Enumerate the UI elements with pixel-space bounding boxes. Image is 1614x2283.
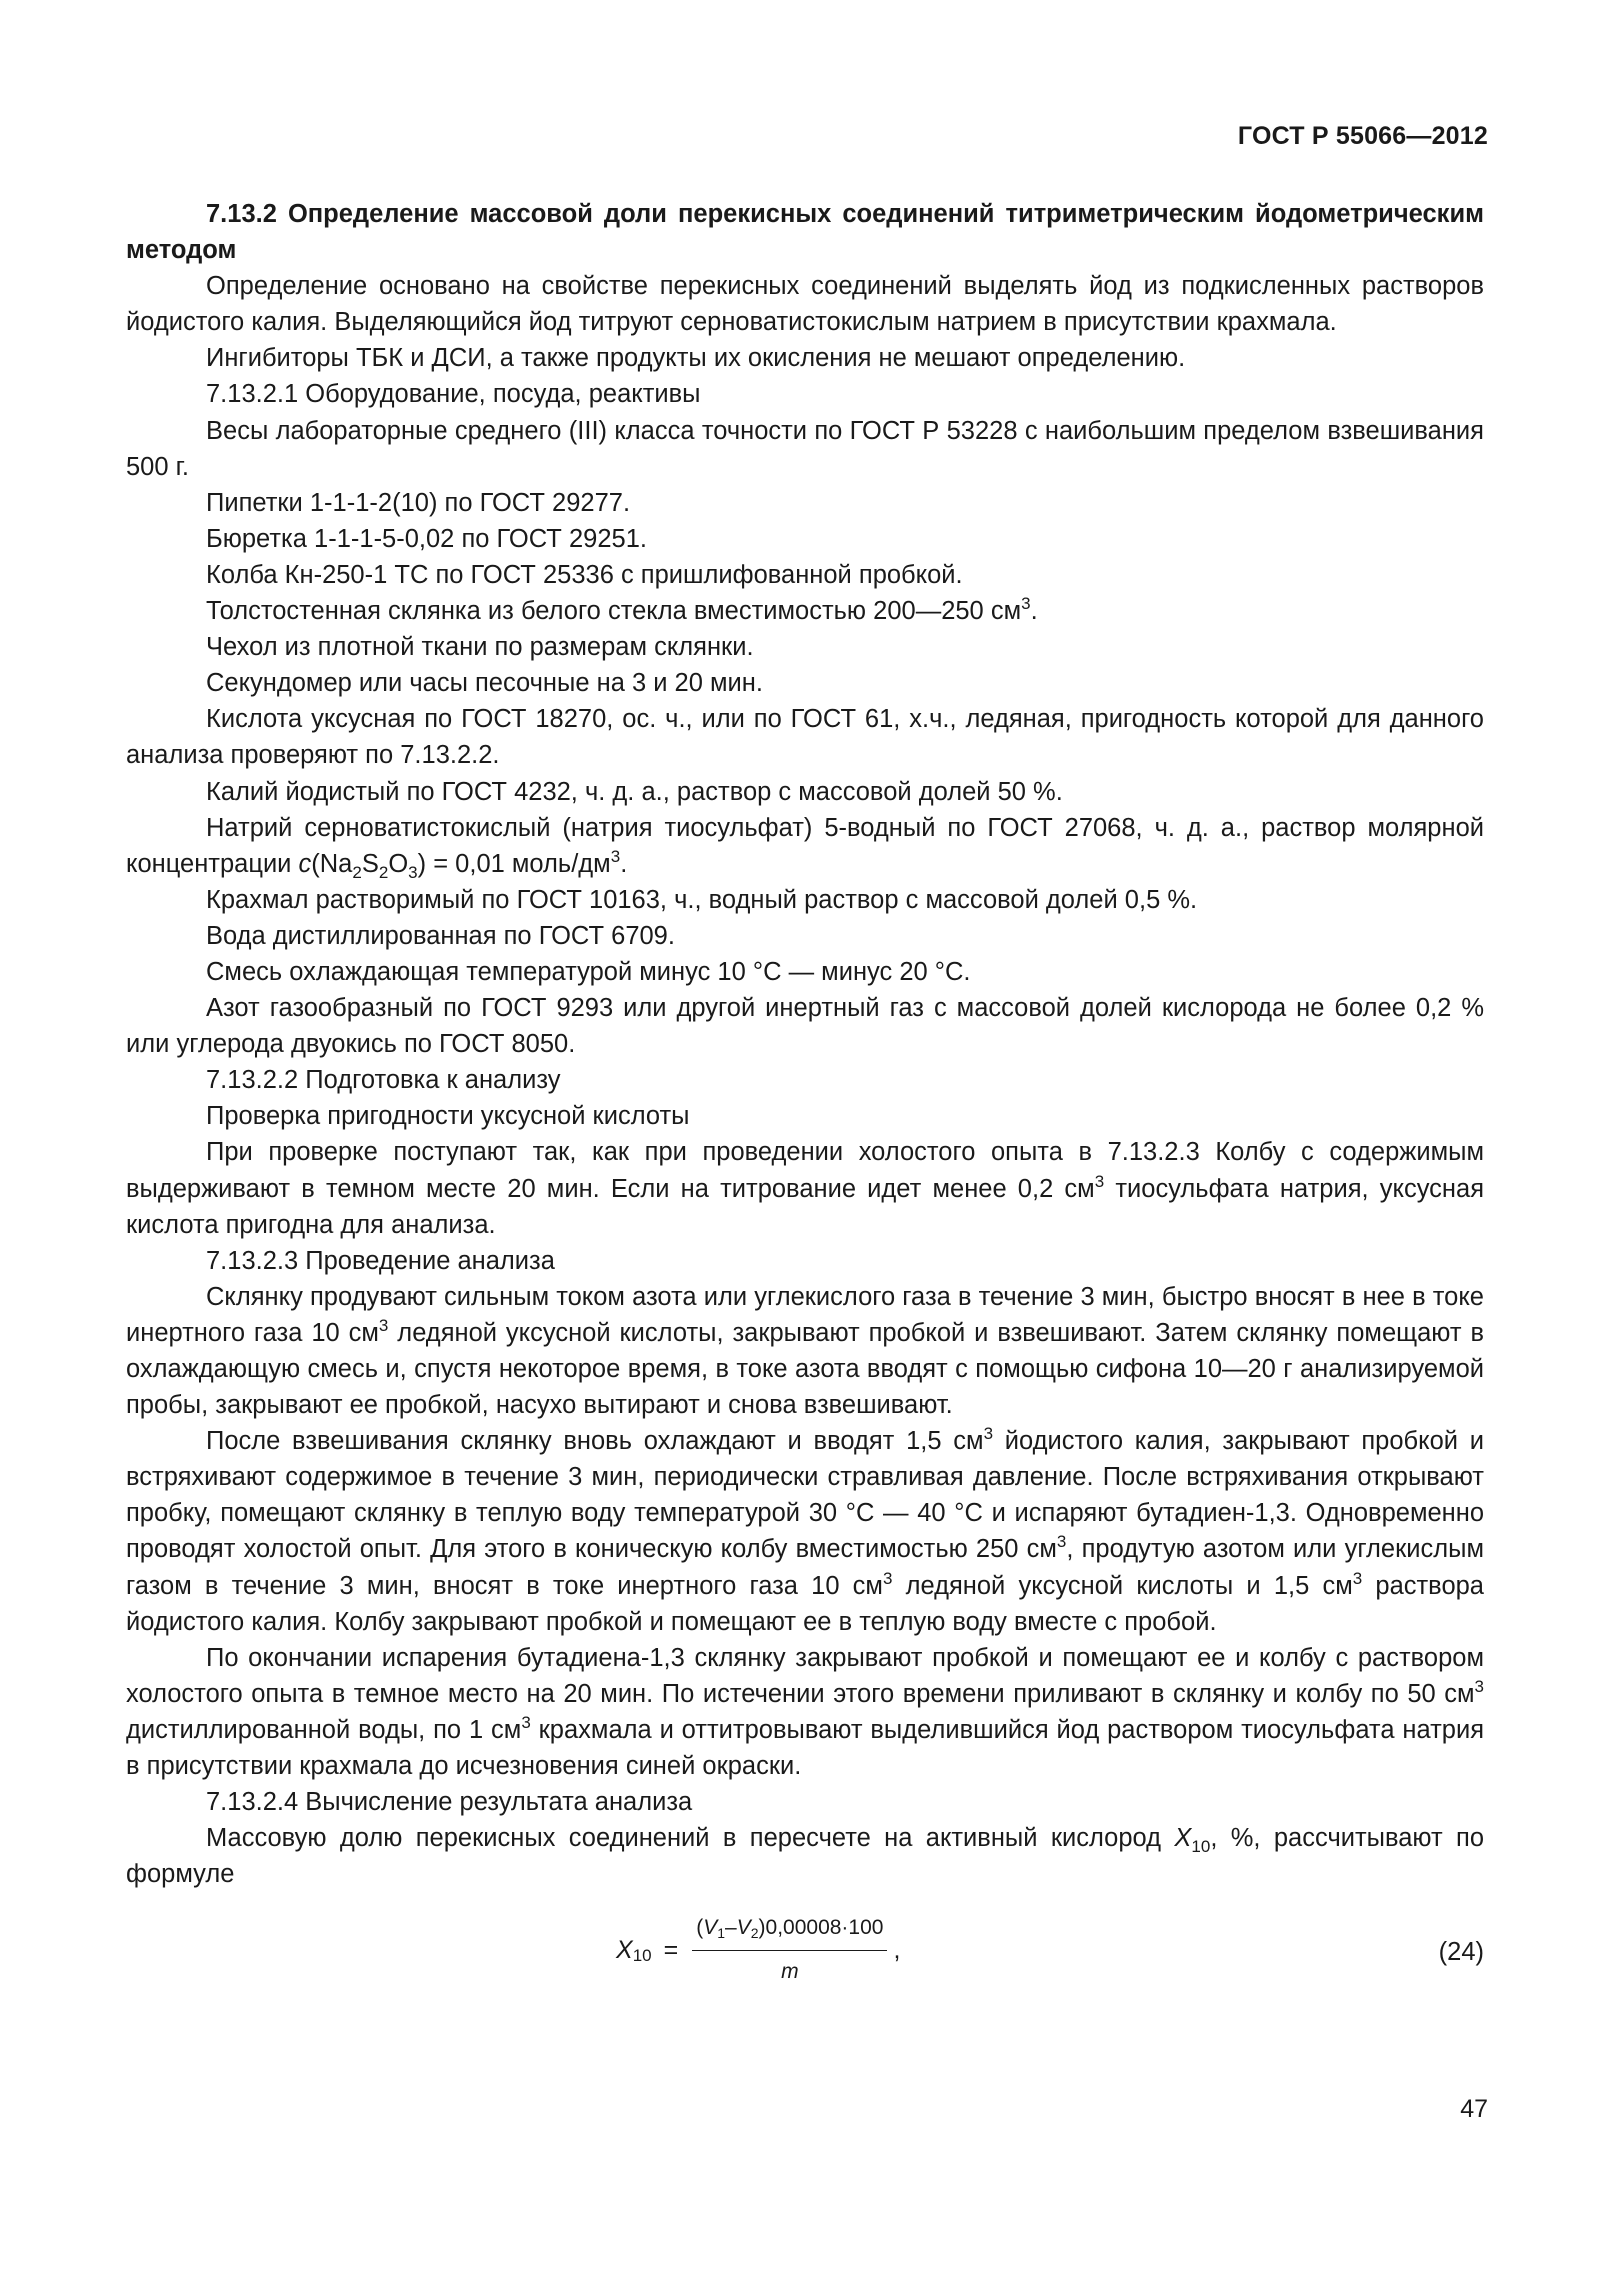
reagent-cooling-mix: Смесь охлаждающая температурой минус 10 °С — минус 20 °С. (206, 957, 971, 986)
num-v2: V (736, 1916, 751, 1940)
equipment-cover: Чехол из плотной ткани по размерам склянки. (206, 633, 754, 662)
jar-sup: 3 (1021, 594, 1031, 614)
analysis-paragraph-1 (126, 1279, 1484, 1423)
an3-text-b: дистиллированной воды, по 1 см (126, 1715, 522, 1744)
formula-numerator (692, 1910, 887, 1950)
formula-fraction (692, 1910, 887, 1989)
an2-text-d: ледяной уксусной кислоты и 1,5 см (892, 1571, 1353, 1600)
jar-end: . (1030, 597, 1038, 626)
thio-na: (Na (311, 849, 353, 878)
equation-number: (24) (1438, 1938, 1484, 1967)
reagent-starch: Крахмал растворимый по ГОСТ 10163, ч., водный раствор с массовой долей 0,5 %. (206, 885, 1198, 914)
thio-sup: 3 (610, 846, 621, 866)
an3-sup1: 3 (1474, 1676, 1484, 1696)
formula-expression: X $_{10}$ = $\frac{(V_1-V_2)0,00008\cdot 100}{m}$ , (616, 1910, 900, 1989)
equipment-pipettes: Пипетки 1-1-1-2(10) по ГОСТ 29277. (206, 488, 631, 517)
thio-sub2: 2 (378, 862, 389, 882)
formula-lhs-var: X (616, 1935, 633, 1964)
reagent-acetic-acid: Кислота уксусная по ГОСТ 18270, ос. ч., или по ГОСТ 61, х.ч., ледяная, пригодность которой для данного анализа проверяют по 7.13.2.2. (126, 705, 1484, 770)
prep-text-b: тиосульфата натрия, уксусная кислота пригодна для анализа. (126, 1174, 1485, 1239)
prep-text-a: При проверке поступают так, как при проведении холостого опыта в 7.13.2.3 Колбу с содержимым выдерживают в темном месте 20 мин. Если на титрование идет менее 0,2 см (126, 1138, 1484, 1203)
analysis-heading: 7.13.2.3 Проведение анализа (206, 1246, 555, 1275)
calc-x: X (1174, 1824, 1192, 1853)
an2-text-e: раствора йодистого калия. Колбу закрывают пробкой и помещают ее в теплую воду вместе с пробой. (126, 1571, 1484, 1636)
inhibitors-paragraph: Ингибиторы ТБК и ДСИ, а также продукты их окисления не мешают определению. (206, 344, 1186, 373)
an1-text-b: ледяной уксусной кислоты, закрывают пробкой и взвешивают. Затем склянку помещают в охлаждающую смесь и, спустя некоторое время, в токе азота вводят с помощью сифона 10—20 г анализируемой пробы, закрывают ее пробкой, насухо вытирают и снова взвешивают. (126, 1318, 1485, 1420)
thio-o: O (388, 849, 409, 878)
reagent-nitrogen: Азот газообразный по ГОСТ 9293 или другой инертный газ с массовой долей кислорода не более 0,2 % или углерода двуокись по ГОСТ 8050. (126, 994, 1484, 1059)
section-title: 7.13.2 Определение массовой доли перекисных соединений титриметрическим йодометрическим методом (126, 200, 1484, 265)
thio-text: Натрий серноватистокислый (натрия тиосульфат) 5-водный по ГОСТ 27068, ч. д. а., раствор молярной концентрации (126, 813, 1484, 878)
num-rest: )0,00008·100 (758, 1916, 884, 1940)
calc-text-b: , %, рассчитывают по формуле (126, 1824, 1485, 1889)
an2-sup4: 3 (1352, 1568, 1363, 1588)
an1-text-a: Склянку продувают сильным током азота или углекислого газа в течение 3 мин, быстро вносят в нее в токе инертного газа 10 см (126, 1282, 1484, 1347)
principle-paragraph: Определение основано на свойстве перекисных соединений выделять йод из подкисленных растворов йодистого калия. Выделяющийся йод титруют серноватистокислым натрием в присутствии крахмала. (126, 272, 1484, 337)
analysis-paragraph-2 (126, 1423, 1484, 1640)
formula-24 (126, 1910, 1484, 2018)
equipment-scales: Весы лабораторные среднего (III) класса точности по ГОСТ Р 53228 с наибольшим пределом взвешивания 500 г. (126, 416, 1484, 481)
equipment-jar (126, 593, 1484, 629)
prep-sup: 3 (1094, 1171, 1105, 1191)
an2-text-a: После взвешивания склянку вновь охлаждают и вводят 1,5 см (206, 1427, 984, 1456)
num-minus: – (725, 1916, 737, 1940)
num-v2-sub: 2 (750, 1925, 759, 1942)
prep-heading: 7.13.2.2 Подготовка к анализу (206, 1066, 561, 1095)
prep-subtitle: Проверка пригодности уксусной кислоты (206, 1102, 690, 1131)
an1-sup: 3 (378, 1315, 389, 1335)
equipment-timer: Секундомер или часы песочные на 3 и 20 мин. (206, 669, 763, 698)
reagent-potassium-iodide: Калий йодистый по ГОСТ 4232, ч. д. а., раствор с массовой долей 50 %. (206, 777, 1063, 806)
an3-text-c: крахмала и оттитровывают выделившийся йод раствором тиосульфата натрия в присутствии крахмала до исчезновения синей окраски. (126, 1715, 1484, 1781)
prep-paragraph (126, 1134, 1484, 1242)
calc-paragraph (126, 1820, 1484, 1892)
document-body (126, 196, 1484, 2018)
equipment-burette: Бюретка 1-1-1-5-0,02 по ГОСТ 29251. (206, 524, 647, 553)
reagent-thiosulfate (126, 810, 1484, 882)
page-number: 47 (1460, 2095, 1488, 2123)
an2-sup2: 3 (1056, 1532, 1067, 1552)
analysis-paragraph-3 (126, 1640, 1484, 1784)
thio-end: . (620, 849, 628, 878)
thio-s: S (361, 849, 379, 878)
num-v1: V (703, 1916, 718, 1940)
thio-sub3: 3 (408, 862, 418, 882)
an2-sup1: 3 (983, 1424, 994, 1444)
standard-header: ГОСТ Р 55066—2012 (1237, 122, 1488, 150)
formula-comma: , (893, 1935, 901, 1964)
jar-text: Толстостенная склянка из белого стекла вместимостью 200—250 см (206, 597, 1022, 626)
reagent-water: Вода дистиллированная по ГОСТ 6709. (206, 921, 675, 950)
thio-sub1: 2 (352, 862, 362, 882)
an2-text-c: , продутую азотом или углекислым газом в течение 3 мин, вносят в токе инертного газа 10 см (126, 1535, 1485, 1600)
equipment-heading: 7.13.2.1 Оборудование, посуда, реактивы (206, 380, 701, 409)
thio-c: c (298, 849, 312, 878)
num-v1-sub: 1 (717, 1925, 726, 1942)
calc-heading: 7.13.2.4 Вычисление результата анализа (206, 1788, 693, 1817)
formula-equals: = (663, 1935, 679, 1964)
an2-text-b: йодистого калия, закрывают пробкой и встряхивают содержимое в течение 3 мин, периодически стравливая давление. После встряхивания открывают пробку, помещают склянку в теплую воду температурой 30 °С — 40 °С и испаряют бутадиен-1,3. Одновременно проводят холостой опыт. Для этого в коническую колбу вместимостью 250 см (126, 1427, 1484, 1564)
formula-denominator: m (781, 1959, 799, 1983)
thio-conc: ) = 0,01 моль/дм (417, 849, 611, 878)
an3-text-a: По окончании испарения бутадиена-1,3 склянку закрывают пробкой и помещают ее и колбу с раствором холостого опыта в темное место на 20 мин. По истечении этого времени приливают в склянку и колбу по 50 см (126, 1643, 1484, 1708)
calc-text-a: Массовую долю перекисных соединений в пересчете на активный кислород (206, 1824, 1175, 1853)
equipment-flask: Колба Кн-250-1 ТС по ГОСТ 25336 с пришлифованной пробкой. (206, 560, 963, 589)
an3-sup2: 3 (521, 1712, 531, 1732)
calc-sub: 10 (1191, 1837, 1211, 1857)
an2-sup3: 3 (882, 1568, 893, 1588)
num-open: ( (696, 1916, 704, 1940)
